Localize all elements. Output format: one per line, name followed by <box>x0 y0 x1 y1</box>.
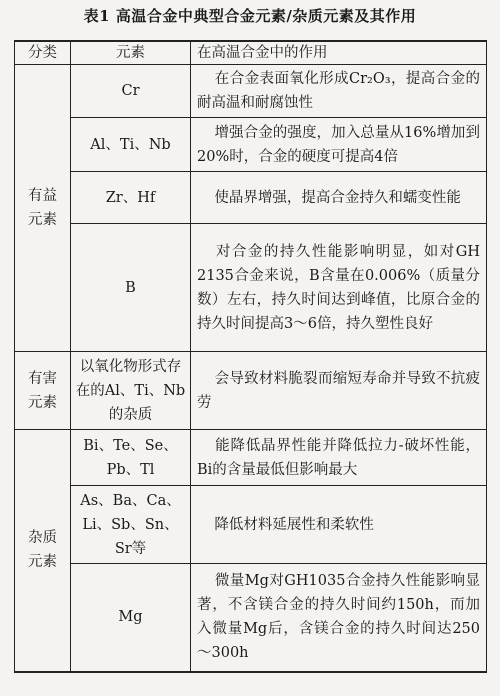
category-impurity <box>15 430 71 672</box>
effect-cell <box>191 352 487 430</box>
category-beneficial <box>15 65 71 352</box>
element-cell: Bi、Te、Se、Pb、Tl <box>71 430 191 486</box>
element-cell: B <box>71 224 191 352</box>
effect-cell <box>191 65 487 118</box>
table-row <box>15 430 487 486</box>
effect-text: 增强合金的强度，加入总量从16%增加到20%时，合金的硬度可提高4倍 <box>197 124 480 165</box>
element-cell: Mg <box>71 564 191 672</box>
table-header-row <box>15 41 487 65</box>
effect-cell <box>191 430 487 486</box>
effect-text: 降低材料延展性和柔软性 <box>214 516 374 533</box>
table-row <box>15 118 487 172</box>
header-category: 分类 <box>15 41 71 65</box>
category-line: 元素 <box>28 212 57 228</box>
header-effect: 在高温合金中的作用 <box>191 41 487 65</box>
element-cell: Cr <box>71 65 191 118</box>
table-row <box>15 352 487 430</box>
effect-text: 使晶界增强，提高合金持久和蠕变性能 <box>214 189 461 206</box>
category-line: 杂质 <box>28 530 57 547</box>
category-line: 元素 <box>28 554 57 571</box>
effect-cell <box>191 224 487 352</box>
table-row <box>15 564 487 672</box>
category-line: 有害 <box>28 370 57 387</box>
element-cell: Al、Ti、Nb <box>71 118 191 172</box>
effect-text: 微量Mg对GH1035合金持久性能影响显著，不含镁合金的持久时间约150h，而加入微量Mg后，含镁合金的持久时间达250～300h <box>197 573 480 662</box>
table-row <box>15 486 487 564</box>
table-row <box>15 224 487 352</box>
effect-cell <box>191 564 487 672</box>
effect-cell <box>191 118 487 172</box>
effect-text: 对合金的持久性能影响明显，如对GH 2135合金来说，B含量在0.006%（质量分数）左右，持久时间达到峰值，比原合金的持久时间提高3～6倍，持久塑性良好 <box>197 243 480 332</box>
category-line: 元素 <box>28 394 57 411</box>
effect-text: 在合金表面氧化形成Cr₂O₃，提高合金的耐高温和耐腐蚀性 <box>197 71 480 111</box>
element-cell: 以氧化物形式存在的Al、Ti、Nb的杂质 <box>71 352 191 430</box>
element-cell: Zr、Hf <box>71 172 191 224</box>
alloy-elements-table <box>14 40 487 673</box>
table-caption: 表1 高温合金中典型合金元素/杂质元素及其作用 <box>83 7 417 25</box>
effect-text: 能降低晶界性能并降低拉力-破坏性能，Bi的含量最低但影响最大 <box>197 437 480 478</box>
effect-cell <box>191 486 487 564</box>
header-element: 元素 <box>71 41 191 65</box>
table-row <box>15 172 487 224</box>
category-line: 有益 <box>28 188 57 204</box>
effect-cell <box>191 172 487 224</box>
category-harmful <box>15 352 71 430</box>
effect-text: 会导致材料脆裂而缩短寿命并导致不抗疲劳 <box>197 370 480 411</box>
element-cell: As、Ba、Ca、Li、Sb、Sn、Sr等 <box>71 486 191 564</box>
table-row <box>15 65 487 118</box>
